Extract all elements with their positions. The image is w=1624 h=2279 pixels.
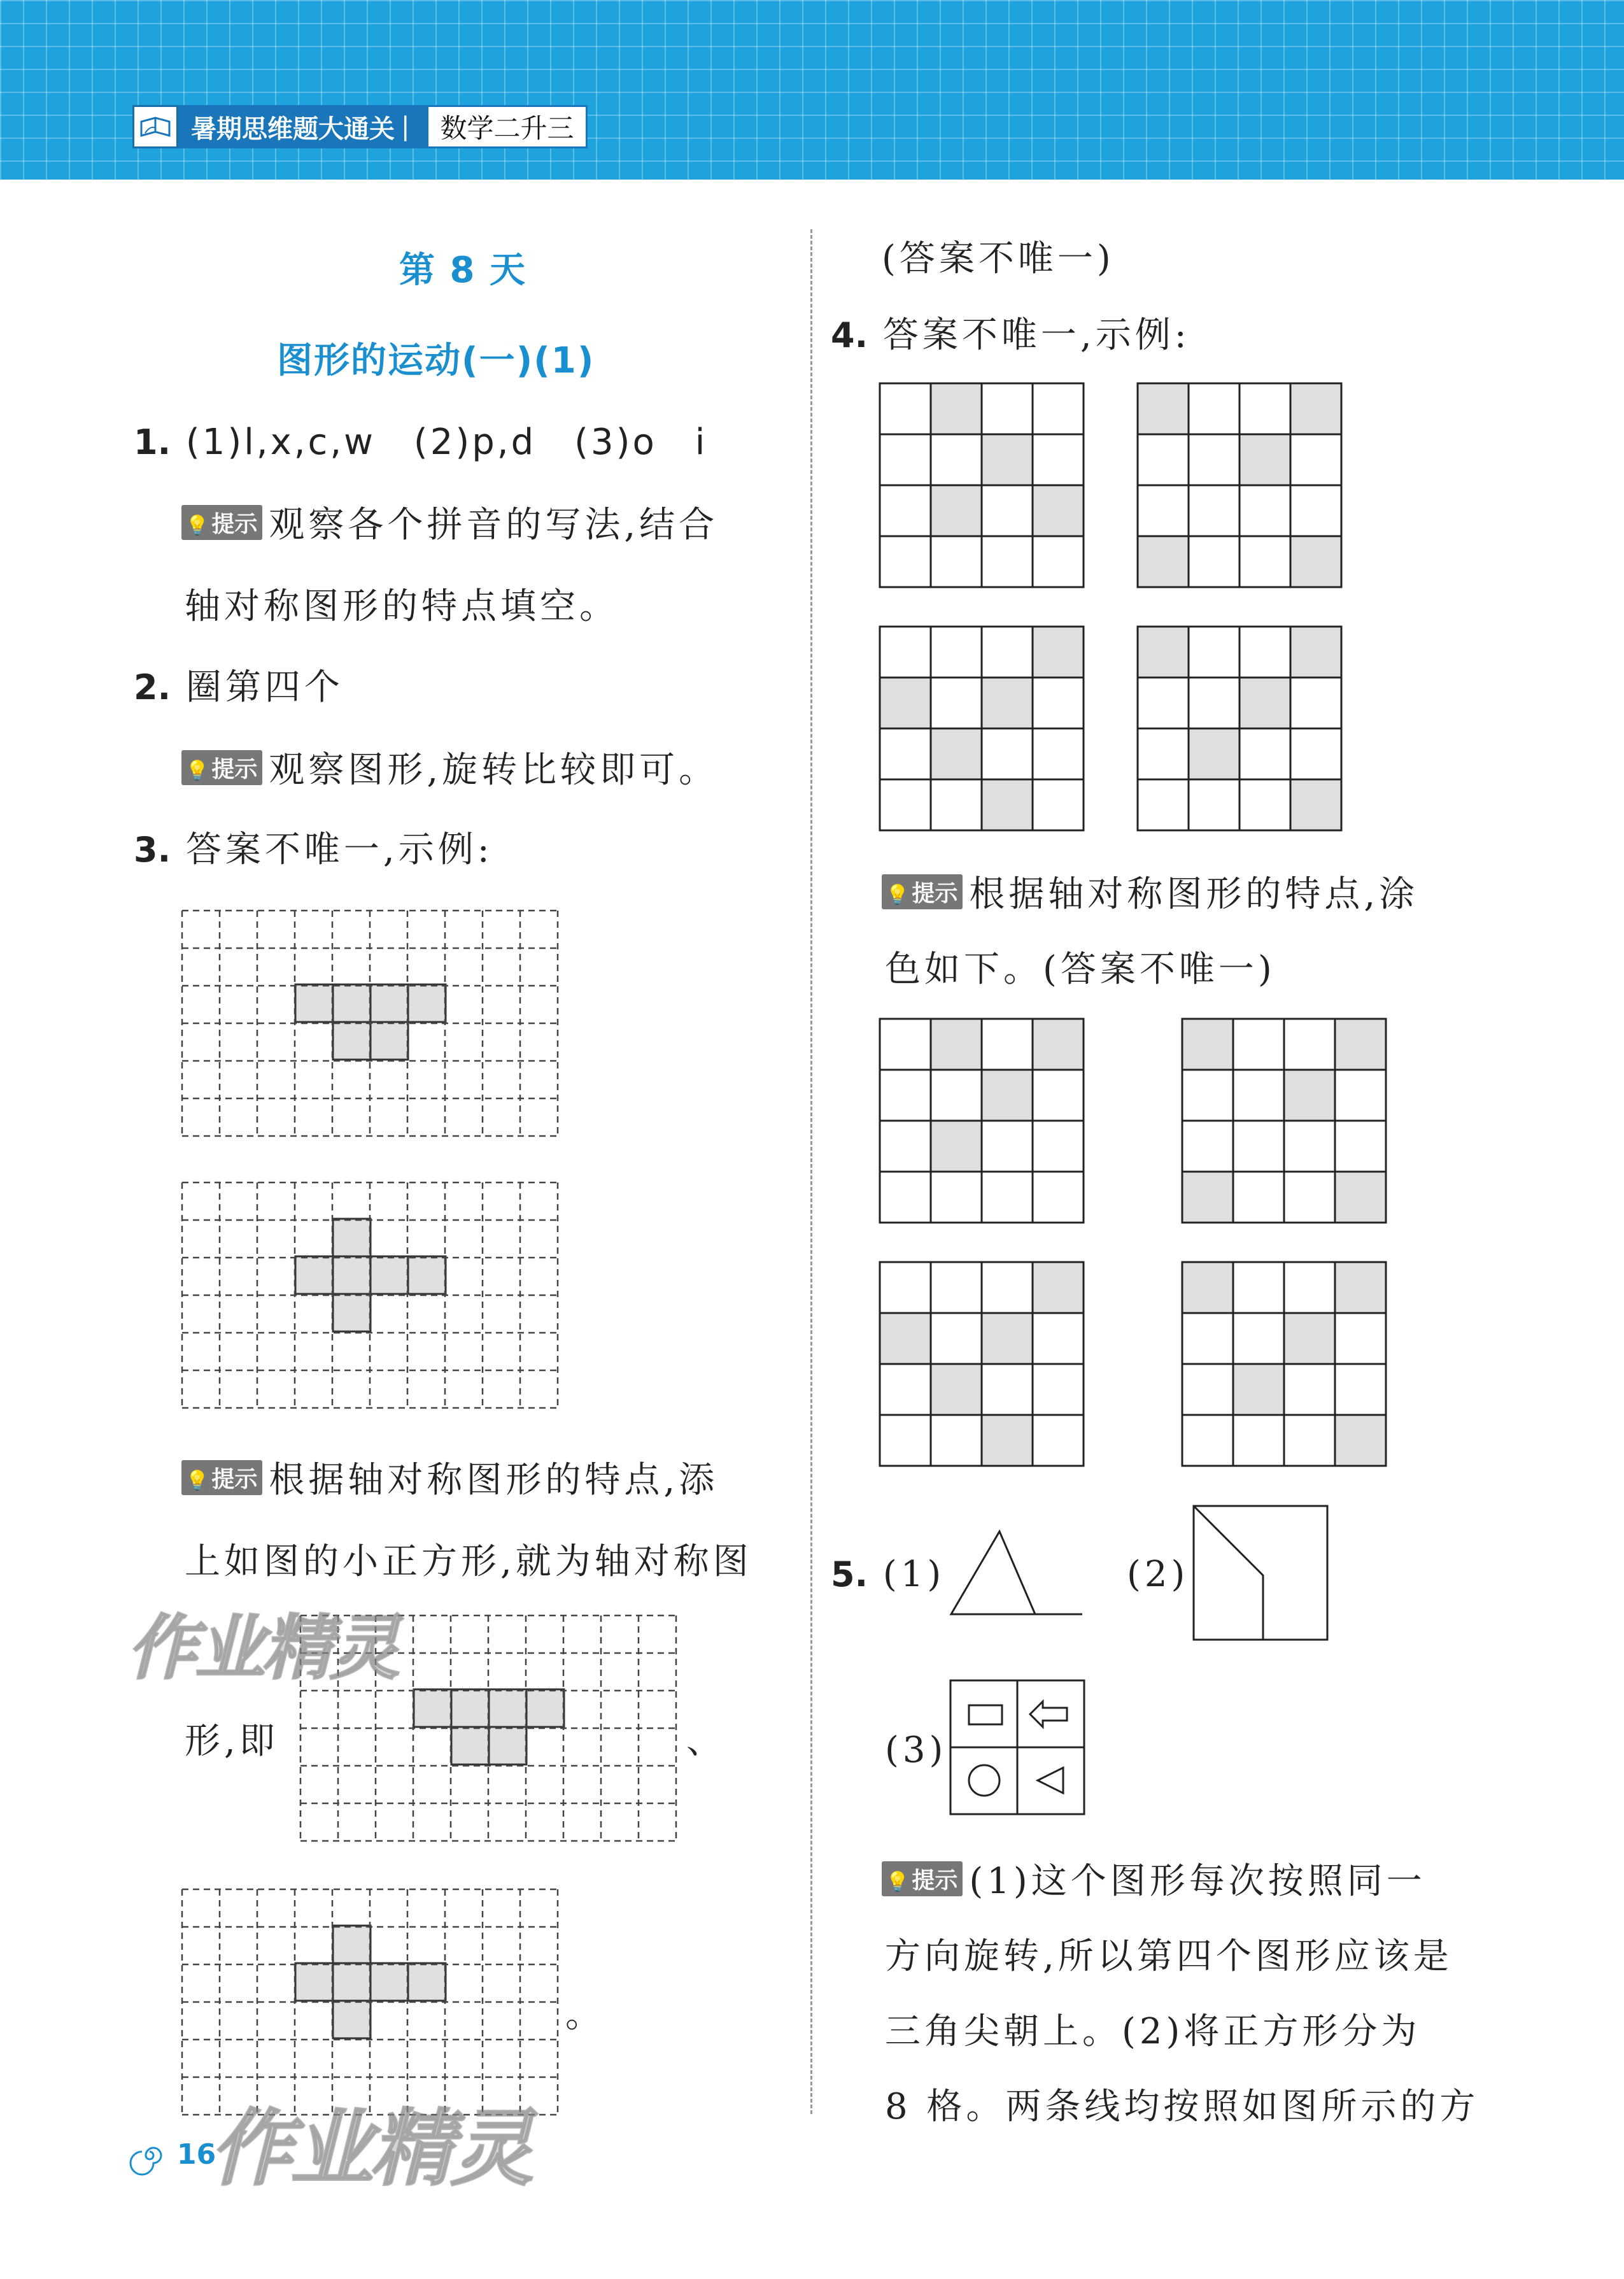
q5-tip-line3: 三角尖朝上。(2)将正方形分为: [885, 2011, 1421, 2052]
q2-answer: 圈第四个: [185, 667, 344, 708]
tip-badge: 💡 提示: [181, 505, 262, 540]
q4-example-grid-4: [1136, 625, 1346, 835]
tip-badge: 💡 提示: [181, 1460, 262, 1495]
q1-tip: [181, 497, 718, 548]
shaded-cells: [931, 383, 1084, 536]
rectangle-shape: [969, 1705, 1002, 1724]
q3-text: 答案不唯一,示例:: [185, 829, 493, 870]
q3-tip-line2: 上如图的小正方形,就为轴对称图: [185, 1541, 752, 1582]
tip-badge: 💡 提示: [181, 750, 262, 785]
bulb-icon: 💡: [185, 515, 209, 537]
bulb-icon: 💡: [886, 1871, 910, 1893]
q5-tip-line2: 方向旋转,所以第四个图形应该是: [885, 1936, 1453, 1977]
q5-triangle-figure: [949, 1525, 1089, 1621]
q5-square-figure: [1192, 1504, 1333, 1645]
bulb-icon: 💡: [886, 884, 910, 906]
q4-example-grid-1: [879, 382, 1089, 592]
q5-part2-label: (2): [1127, 1554, 1189, 1595]
series-subtitle: 数学二升三: [428, 105, 587, 148]
q3-period: 。: [565, 1994, 605, 2036]
q3-number: 3.: [134, 830, 171, 870]
q1-line: [134, 414, 707, 465]
triangle-left-icon: [1038, 1768, 1063, 1793]
column-divider: [810, 229, 812, 2114]
q4-answer-grid-2: [1181, 1018, 1391, 1228]
q5-number: 5.: [831, 1554, 868, 1594]
page-number: 16: [177, 2138, 216, 2171]
header-band: [0, 0, 1624, 180]
q3-tip: [181, 1452, 718, 1503]
q5-tip: [882, 1853, 1426, 1904]
tip-badge: 💡 提示: [882, 874, 963, 909]
q4-tip: [882, 866, 1418, 917]
q4-answer-grid-4: [1181, 1261, 1391, 1471]
q4-example-grid-3: [879, 625, 1089, 835]
q3-comma: 、: [686, 1721, 726, 1762]
circle-shape: [969, 1765, 999, 1796]
q2-number: 2.: [134, 667, 171, 707]
top-note: (答案不唯一): [882, 238, 1115, 280]
q5-line: [831, 1554, 945, 1595]
day-title: 第 8 天: [399, 250, 526, 291]
q1-number: 1.: [134, 422, 171, 462]
q3-line: [134, 821, 493, 872]
q2-tip-line: 观察图形,旋转比较即可。: [269, 749, 719, 791]
q4-line: [831, 307, 1190, 358]
series-badge: 暑期思维题大通关 | 数学二升三: [132, 105, 588, 148]
spiral-icon: [127, 2133, 172, 2178]
q5-tip-line4: 8 格。两条线均按照如图所示的方: [885, 2086, 1479, 2127]
q1-tip-line2: 轴对称图形的特点填空。: [185, 586, 619, 627]
q3-tip-tail: 形,即: [185, 1721, 279, 1762]
q3-grid-1: [181, 909, 563, 1139]
shaded-cells: [931, 1019, 1084, 1172]
q4-tip-line1: 根据轴对称图形的特点,涂: [969, 874, 1419, 915]
q5-shape-grid: [949, 1679, 1089, 1819]
tip-badge: 💡 提示: [882, 1861, 963, 1896]
q4-example-grid-2: [1136, 382, 1346, 592]
section-title: 图形的运动(一)(1): [277, 340, 595, 381]
bulb-icon: 💡: [185, 1470, 209, 1492]
q2-line: [134, 659, 344, 710]
watermark-middle: 作业精灵: [127, 1607, 397, 1689]
q5-tip-line1: (1)这个图形每次按照同一: [969, 1861, 1426, 1902]
q4-text: 答案不唯一,示例:: [882, 315, 1190, 356]
left-arrow-icon: [1030, 1701, 1067, 1727]
q1-answer: (1)l,x,c,w (2)p,d (3)o i: [185, 422, 708, 463]
series-title: 暑期思维题大通关: [191, 114, 395, 144]
q4-number: 4.: [831, 315, 868, 355]
q2-tip: [181, 742, 718, 793]
book-logo-icon: [132, 105, 178, 148]
q5-part3-label: (3): [885, 1729, 947, 1771]
watermark-bottom: 作业精灵: [210, 2100, 532, 2197]
q3-tip-line1: 根据轴对称图形的特点,添: [269, 1459, 719, 1501]
q5-part1-label: (1): [882, 1554, 945, 1595]
q4-answer-grid-3: [879, 1261, 1089, 1471]
q4-tip-line2: 色如下。(答案不唯一): [885, 949, 1276, 990]
q4-answer-grid-1: [879, 1018, 1089, 1228]
q1-tip-line1: 观察各个拼音的写法,结合: [269, 504, 719, 546]
bulb-icon: 💡: [185, 760, 209, 782]
q3-grid-2: [181, 1181, 563, 1410]
